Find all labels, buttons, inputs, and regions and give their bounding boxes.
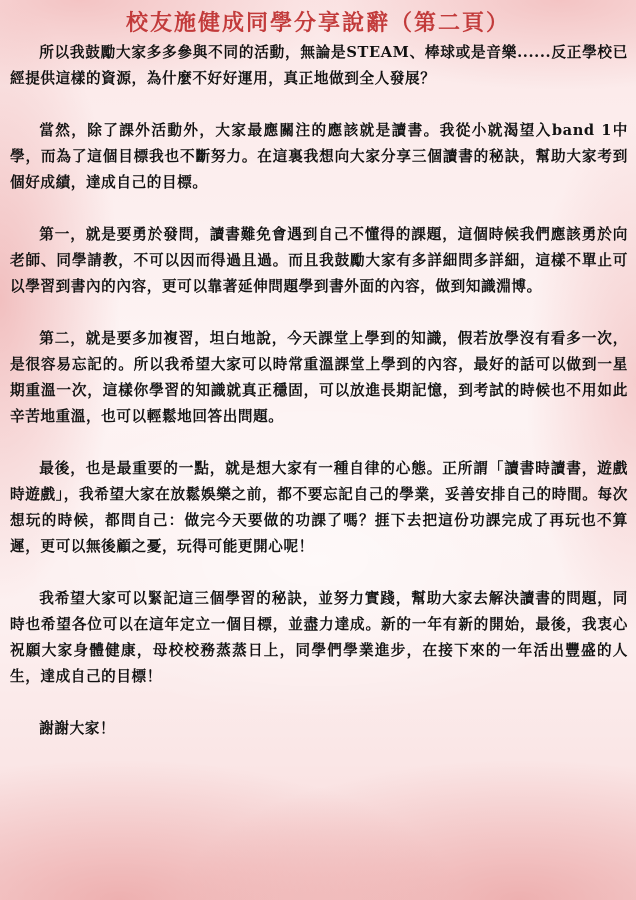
closing-thanks: 謝謝大家！ xyxy=(39,720,116,737)
paragraph-study-intro: 當然，除了課外活動外，大家最應關注的應該就是讀書。我從小就渴望入band 1中學，而為了這個目標我也不斷努力。在這裏我想向大家分享三個讀書的秘訣，幫助大家考到個好成績，達成自己的目標。 xyxy=(10,122,628,191)
paragraph-conclusion: 我希望大家可以緊記這三個學習的秘訣，並努力實踐，幫助大家去解決讀書的問題，同時也希望各位可以在這年定立一個目標，並盡力達成。新的一年有新的開始，最後，我衷心祝願大家身體健康，母校校務蒸蒸日上，同學們學業進步，在接下來的一年活出豐盛的人生，達成自己的目標！ xyxy=(10,590,628,685)
paragraph-tip-ask-questions: 第一，就是要勇於發問，讀書難免會遇到自己不懂得的課題，這個時候我們應該勇於向老師、同學請教，不可以因而得過且過。而且我鼓勵大家有多詳細問多詳細，這樣不單止可以學習到書內的內容，更可以靠著延伸問題學到書外面的內容，做到知識淵博。 xyxy=(10,226,628,295)
speech-body xyxy=(10,40,628,768)
paragraph-tip-self-discipline: 最後，也是最重要的一點，就是想大家有一種自律的心態。正所謂「讀書時讀書，遊戲時遊戲」，我希望大家在放鬆娛樂之前，都不要忘記自己的學業，妥善安排自己的時間。每次想玩的時候，都問自己：做完今天要做的功課了嗎？捱下去把這份功課完成了再玩也不算遲，更可以無後顧之憂，玩得可能更開心呢！ xyxy=(10,460,628,555)
paragraph-activities: 所以我鼓勵大家多多參與不同的活動，無論是STEAM、棒球或是音樂......反正學校已經提供這樣的資源，為什麼不好好運用，真正地做到全人發展？ xyxy=(10,44,628,87)
page-title: 校友施健成同學分享說辭（第二頁） xyxy=(125,10,510,36)
paragraph-tip-revision: 第二，就是要多加複習，坦白地說，今天課堂上學到的知識，假若放學沒有看多一次，是很容易忘記的。所以我希望大家可以時常重溫課堂上學到的內容，最好的話可以做到一星期重溫一次，這樣你學習的知識就真正穩固，可以放進長期記憶，到考試的時候也不用如此辛苦地重溫，也可以輕鬆地回答出問題。 xyxy=(10,330,628,425)
